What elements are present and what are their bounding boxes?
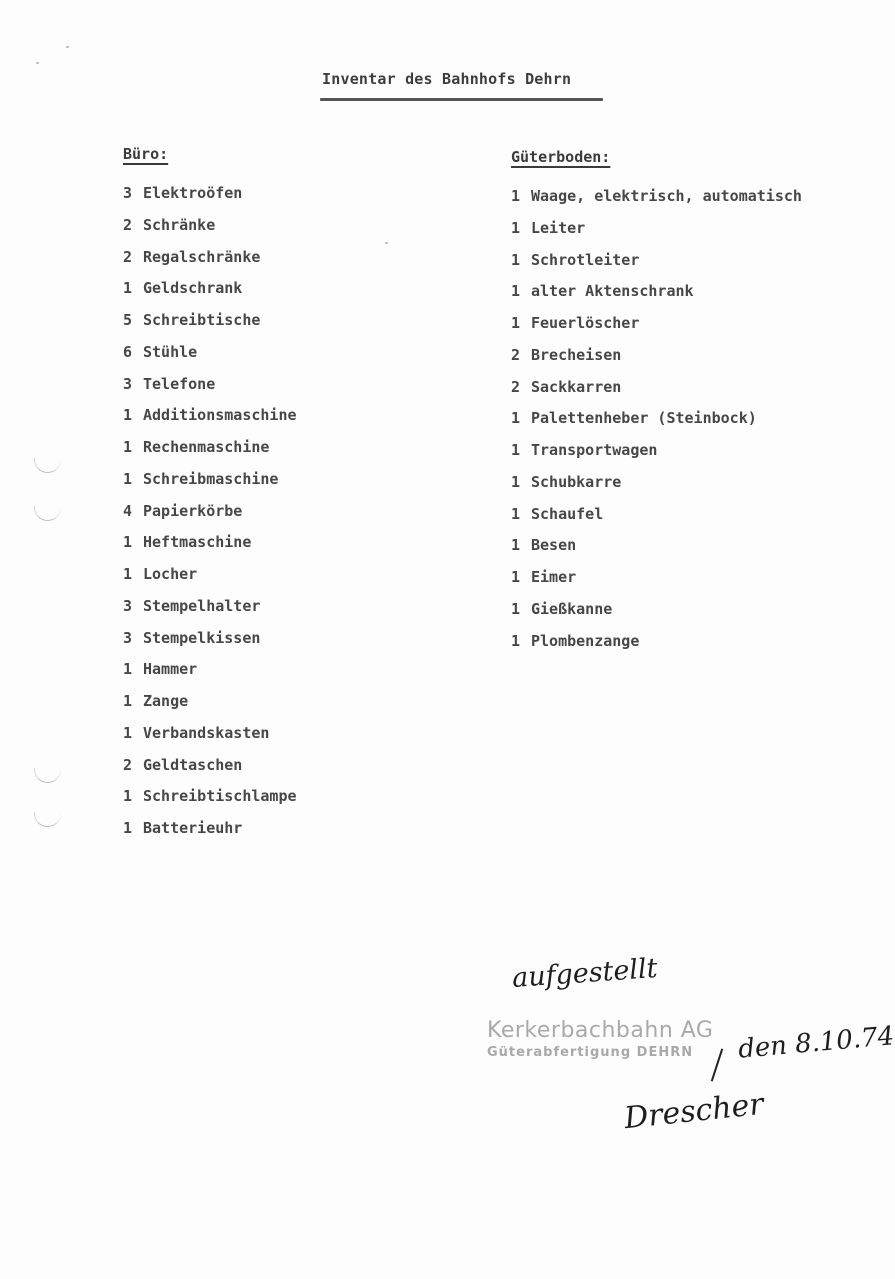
item-name: Feuerlöscher <box>531 314 640 332</box>
item-name: Additionsmaschine <box>143 406 297 425</box>
item-name: Batterieuhr <box>143 819 243 837</box>
inventory-item <box>511 599 802 631</box>
gueterboden-column <box>511 148 802 662</box>
item-name: Heftmaschine <box>143 533 252 552</box>
item-quantity: 1 <box>511 250 521 269</box>
buero-item-list <box>123 183 297 850</box>
inventory-item <box>511 218 802 250</box>
item-quantity: 1 <box>123 469 133 488</box>
item-name: Plombenzange <box>531 631 640 650</box>
item-quantity: 2 <box>511 345 521 364</box>
punch-hole-mark <box>34 768 61 783</box>
item-name: Schreibtische <box>143 311 261 329</box>
item-name: Leiter <box>531 218 586 237</box>
item-name: Besen <box>531 536 577 555</box>
inventory-item <box>123 278 297 310</box>
stamp-department: Güterabfertigung DEHRN <box>487 1045 694 1060</box>
company-stamp <box>487 1018 713 1060</box>
inventory-item <box>511 345 802 377</box>
inventory-item <box>123 596 297 628</box>
item-name: Waage, elektrisch, automatisch <box>531 187 802 205</box>
item-name: Geldtaschen <box>143 755 243 774</box>
item-name: Stühle <box>143 342 198 361</box>
inventory-item <box>123 405 297 437</box>
item-quantity: 1 <box>511 409 521 428</box>
item-quantity: 6 <box>123 342 133 361</box>
inventory-item <box>123 501 297 533</box>
gueterboden-item-list <box>511 186 802 662</box>
item-quantity: 1 <box>123 819 133 837</box>
gueterboden-heading: Güterboden: <box>511 148 611 166</box>
inventory-item <box>123 310 297 342</box>
inventory-item <box>123 183 297 215</box>
item-name: Elektroöfen <box>143 184 243 202</box>
item-name: Transportwagen <box>531 441 658 459</box>
item-quantity: 1 <box>511 218 521 237</box>
item-quantity: 3 <box>123 374 133 393</box>
paper-speck <box>66 46 69 48</box>
buero-column <box>123 145 297 850</box>
item-quantity: 1 <box>511 441 521 459</box>
buero-heading: Büro: <box>123 145 169 163</box>
item-quantity: 2 <box>123 755 133 774</box>
item-name: Eimer <box>531 568 577 586</box>
item-name: Locher <box>143 565 198 583</box>
item-name: Palettenheber (Steinbock) <box>531 409 757 428</box>
inventory-item <box>123 564 297 596</box>
item-name: Papierkörbe <box>143 501 243 520</box>
item-quantity: 1 <box>123 406 133 425</box>
punch-hole-mark <box>34 812 61 827</box>
item-quantity: 1 <box>123 723 133 742</box>
item-name: Zange <box>143 692 189 710</box>
item-name: Schaufel <box>531 504 604 523</box>
inventory-item <box>123 342 297 374</box>
item-name: Sackkarren <box>531 377 622 396</box>
inventory-item <box>511 535 802 567</box>
item-quantity: 3 <box>123 596 133 615</box>
inventory-item <box>511 504 802 536</box>
item-quantity: 1 <box>123 279 133 298</box>
item-quantity: 5 <box>123 311 133 329</box>
inventory-item <box>123 755 297 787</box>
handwritten-date: den 8.10.74 <box>736 1021 895 1065</box>
item-name: Stempelhalter <box>143 596 261 615</box>
item-quantity: 1 <box>123 533 133 552</box>
item-quantity: 1 <box>123 565 133 583</box>
title-underline <box>320 98 603 101</box>
item-quantity: 1 <box>511 187 521 205</box>
inventory-item <box>511 472 802 504</box>
item-name: Schubkarre <box>531 472 622 491</box>
item-name: Regalschränke <box>143 247 261 266</box>
item-name: Gießkanne <box>531 599 613 618</box>
item-quantity: 1 <box>511 314 521 332</box>
item-name: Schreibmaschine <box>143 469 279 488</box>
inventory-item <box>123 215 297 247</box>
inventory-item <box>123 659 297 691</box>
item-name: Schränke <box>143 215 216 234</box>
item-quantity: 3 <box>123 184 133 202</box>
item-name: Verbandskasten <box>143 723 270 742</box>
punch-hole-mark <box>34 458 61 473</box>
paper-speck <box>36 62 39 64</box>
inventory-item <box>511 440 802 472</box>
item-quantity: 1 <box>123 692 133 710</box>
inventory-item <box>511 281 802 313</box>
inventory-item <box>123 818 297 850</box>
item-quantity: 1 <box>511 472 521 491</box>
paper-speck <box>385 242 388 244</box>
item-name: Schrotleiter <box>531 250 640 269</box>
inventory-item <box>511 408 802 440</box>
item-quantity: 1 <box>511 282 521 301</box>
inventory-item <box>511 250 802 282</box>
inventory-item <box>123 628 297 660</box>
inventory-item <box>123 532 297 564</box>
handwritten-aufgestellt: aufgestellt <box>511 952 659 995</box>
item-quantity: 1 <box>511 504 521 523</box>
item-quantity: 1 <box>511 536 521 555</box>
inventory-item <box>123 691 297 723</box>
item-quantity: 1 <box>511 599 521 618</box>
item-quantity: 2 <box>123 215 133 234</box>
stamp-company-name: Kerkerbachbahn AG <box>487 1018 714 1043</box>
inventory-item <box>123 723 297 755</box>
item-quantity: 3 <box>123 628 133 647</box>
item-quantity: 1 <box>123 787 133 806</box>
item-name: Schreibtischlampe <box>143 787 297 806</box>
item-name: Telefone <box>143 374 216 393</box>
item-quantity: 2 <box>511 377 521 396</box>
inventory-item <box>511 186 802 218</box>
item-name: Brecheisen <box>531 345 622 364</box>
inventory-item <box>123 469 297 501</box>
punch-hole-mark <box>34 506 61 521</box>
inventory-item <box>511 313 802 345</box>
item-quantity: 1 <box>123 438 133 456</box>
inventory-item <box>511 377 802 409</box>
item-quantity: 1 <box>511 568 521 586</box>
item-name: Hammer <box>143 660 198 679</box>
inventory-item <box>123 786 297 818</box>
inventory-item <box>511 631 802 663</box>
page-title: Inventar des Bahnhofs Dehrn <box>322 70 572 88</box>
item-name: alter Aktenschrank <box>531 282 694 301</box>
inventory-item <box>123 437 297 469</box>
item-name: Geldschrank <box>143 279 243 298</box>
item-name: Stempelkissen <box>143 628 261 647</box>
inventory-item <box>123 247 297 279</box>
item-quantity: 1 <box>123 660 133 679</box>
item-name: Rechenmaschine <box>143 438 270 456</box>
handwritten-signature: Drescher <box>622 1086 766 1137</box>
inventory-item <box>511 567 802 599</box>
inventory-item <box>123 374 297 406</box>
item-quantity: 2 <box>123 247 133 266</box>
item-quantity: 4 <box>123 501 133 520</box>
item-quantity: 1 <box>511 631 521 650</box>
